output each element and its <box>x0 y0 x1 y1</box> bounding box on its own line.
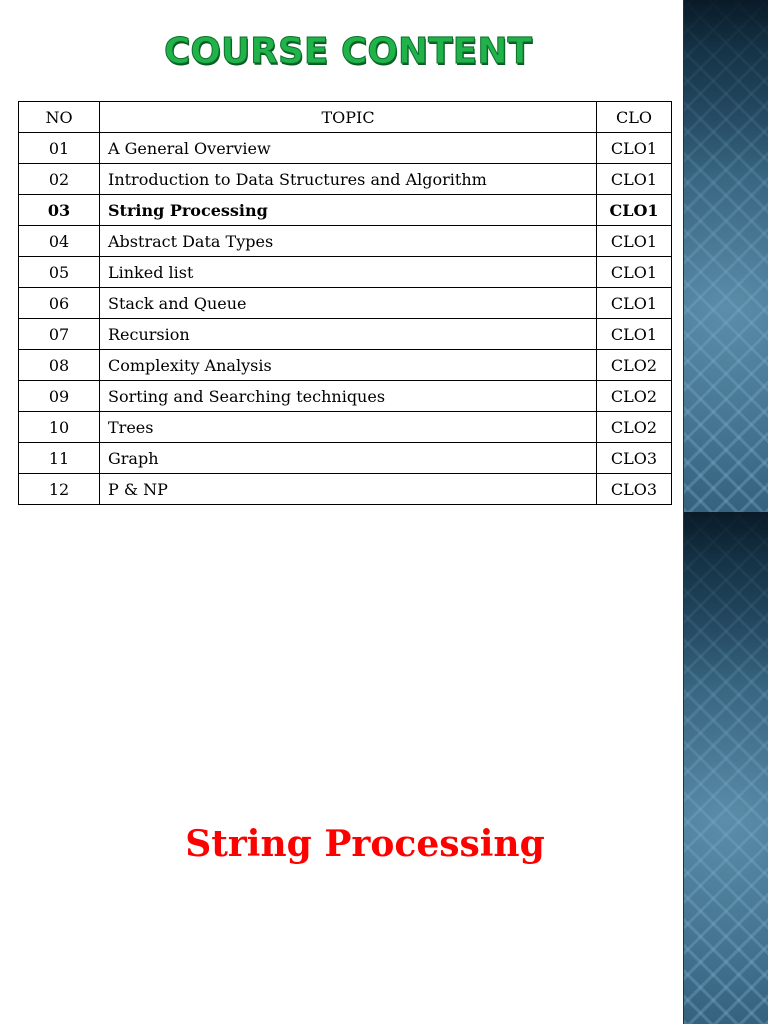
table-row <box>19 164 672 195</box>
decorative-side-panel <box>683 512 768 1024</box>
table-row <box>19 257 672 288</box>
cell-topic: Graph <box>100 443 597 474</box>
slide-section <box>0 512 768 1024</box>
table-row <box>19 474 672 505</box>
course-content-table <box>18 101 672 505</box>
table-row <box>19 381 672 412</box>
cell-topic: String Processing <box>100 195 597 226</box>
table-row <box>19 350 672 381</box>
section-heading: String Processing <box>185 823 545 865</box>
cell-clo: CLO2 <box>597 412 672 443</box>
table-row <box>19 195 672 226</box>
cell-no: 12 <box>19 474 100 505</box>
table-row <box>19 288 672 319</box>
header-topic: TOPIC <box>100 102 597 133</box>
table-row <box>19 443 672 474</box>
cell-clo: CLO1 <box>597 319 672 350</box>
cell-clo: CLO3 <box>597 474 672 505</box>
header-clo: CLO <box>597 102 672 133</box>
table-body <box>19 133 672 505</box>
cell-clo: CLO1 <box>597 257 672 288</box>
cell-no: 05 <box>19 257 100 288</box>
cell-topic: Introduction to Data Structures and Algorithm <box>100 164 597 195</box>
cell-no: 06 <box>19 288 100 319</box>
cell-no: 01 <box>19 133 100 164</box>
decorative-side-panel <box>683 0 768 512</box>
cell-topic: Recursion <box>100 319 597 350</box>
cell-topic: Linked list <box>100 257 597 288</box>
cell-topic: A General Overview <box>100 133 597 164</box>
cell-clo: CLO1 <box>597 195 672 226</box>
cell-topic: Abstract Data Types <box>100 226 597 257</box>
cell-clo: CLO1 <box>597 133 672 164</box>
table-row <box>19 319 672 350</box>
cell-clo: CLO1 <box>597 226 672 257</box>
cell-no: 10 <box>19 412 100 443</box>
cell-topic: P & NP <box>100 474 597 505</box>
table-header-row <box>19 102 672 133</box>
table-row <box>19 133 672 164</box>
cell-clo: CLO3 <box>597 443 672 474</box>
cell-clo: CLO2 <box>597 350 672 381</box>
cell-topic: Complexity Analysis <box>100 350 597 381</box>
cell-clo: CLO1 <box>597 288 672 319</box>
slide-title: COURSE CONTENT <box>163 31 532 72</box>
cell-no: 03 <box>19 195 100 226</box>
cell-no: 04 <box>19 226 100 257</box>
cell-topic: Stack and Queue <box>100 288 597 319</box>
table-row <box>19 412 672 443</box>
cell-topic: Trees <box>100 412 597 443</box>
cell-no: 08 <box>19 350 100 381</box>
header-no: NO <box>19 102 100 133</box>
cell-no: 11 <box>19 443 100 474</box>
table-row <box>19 226 672 257</box>
cell-clo: CLO1 <box>597 164 672 195</box>
cell-no: 02 <box>19 164 100 195</box>
cell-no: 09 <box>19 381 100 412</box>
cell-no: 07 <box>19 319 100 350</box>
cell-clo: CLO2 <box>597 381 672 412</box>
cell-topic: Sorting and Searching techniques <box>100 381 597 412</box>
